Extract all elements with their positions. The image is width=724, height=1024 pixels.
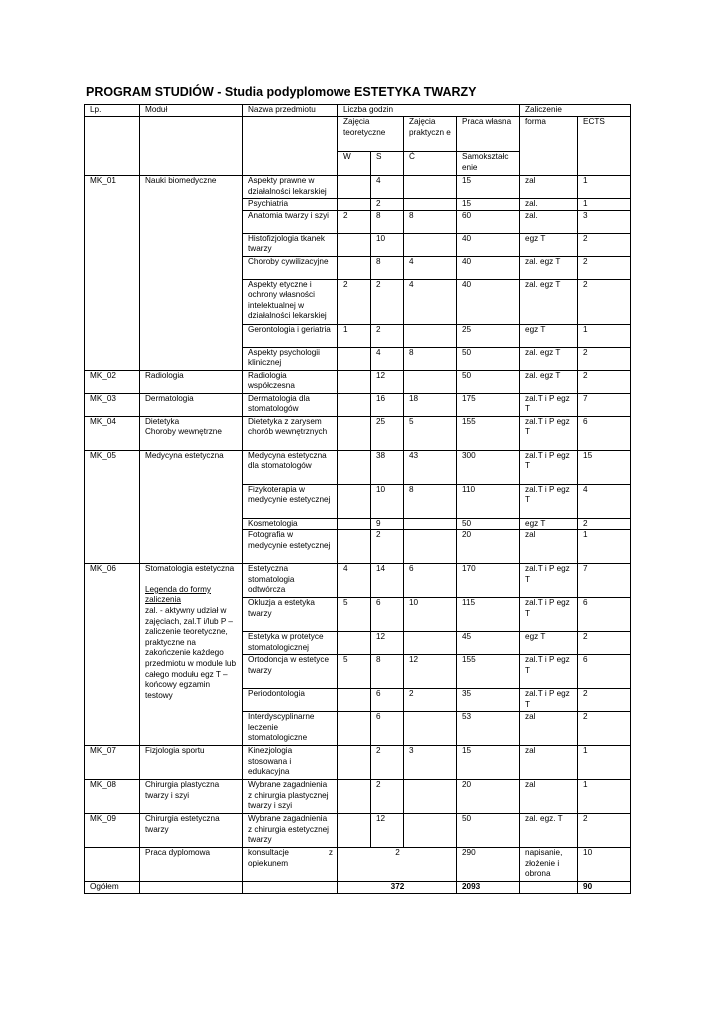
hours-s: 6 <box>371 598 404 632</box>
self-work: 155 <box>457 655 520 689</box>
credit-form: zal. egz T <box>520 370 578 393</box>
hours-c: 8 <box>404 347 457 370</box>
hours-c: 12 <box>404 655 457 689</box>
hours-w: 1 <box>338 324 371 347</box>
self-work: 175 <box>457 393 520 416</box>
ects: 1 <box>578 199 631 211</box>
ects: 1 <box>578 746 631 780</box>
credit-form: zal. <box>520 210 578 233</box>
hours-s: 8 <box>371 256 404 279</box>
module-name-text: Chirurgia estetyczna twarzy <box>145 814 220 834</box>
hours-c <box>404 199 457 211</box>
module-name <box>140 393 243 416</box>
ects: 2 <box>578 370 631 393</box>
credit-form: egz T <box>520 518 578 530</box>
hours-w <box>338 256 371 279</box>
subject-name: Psychiatria <box>243 199 338 211</box>
hours-w <box>338 416 371 450</box>
self-work: 115 <box>457 598 520 632</box>
subject-name: Kosmetologia <box>243 518 338 530</box>
hours-s: 6 <box>371 712 404 746</box>
hours-w <box>338 689 371 712</box>
module-name <box>140 176 243 371</box>
ects: 7 <box>578 393 631 416</box>
credit-form: zal <box>520 530 578 564</box>
credit-form: zal <box>520 746 578 780</box>
credit-form: zal.T i P egz T <box>520 564 578 598</box>
hours-c <box>404 518 457 530</box>
header-lp: Lp. <box>85 105 140 117</box>
table-row <box>85 814 631 848</box>
subject-name: Medycyna estetyczna dla stomatologów <box>243 450 338 484</box>
hours-c <box>404 632 457 655</box>
credit-form: zal. egz T <box>520 256 578 279</box>
subject-name: Choroby cywilizacyjne <box>243 256 338 279</box>
module-code: MK_07 <box>85 746 140 780</box>
header-form: forma <box>520 117 578 176</box>
subject-name: Fotografia w medycynie estetycznej <box>243 530 338 564</box>
self-work: 15 <box>457 199 520 211</box>
subject-name: Aspekty etyczne i ochrony własności intelektualnej w działalności lekarskiej <box>243 279 338 324</box>
ects: 2 <box>578 256 631 279</box>
self-work: 25 <box>457 324 520 347</box>
hours-s: 8 <box>371 210 404 233</box>
ects: 6 <box>578 655 631 689</box>
table-row <box>85 564 631 598</box>
ects: 6 <box>578 598 631 632</box>
hours-w <box>338 518 371 530</box>
header-theory: Zajęcia teoretyczne <box>338 117 404 152</box>
module-name: Praca dyplomowa <box>140 848 243 882</box>
legend-body: zal. - aktywny udział w zajęciach, zal.T i/lub P – zaliczenie teoretyczne, praktyczne na zakończenie każdego przedmiotu w module lub całego modułu egz T – końcowy egzamin testowy <box>145 605 237 700</box>
module-name-text: Radiologia <box>145 370 184 380</box>
module-code <box>85 848 140 882</box>
hours-s: 12 <box>371 632 404 655</box>
hours-c: 10 <box>404 598 457 632</box>
self-work: 110 <box>457 484 520 518</box>
empty-cell <box>520 882 578 894</box>
hours-c <box>404 780 457 814</box>
total-hours: 372 <box>338 882 457 894</box>
subject-name: Wybrane zagadnienia z chirurgia estetycznej twarzy <box>243 814 338 848</box>
hours-s: 4 <box>371 176 404 199</box>
module-name <box>140 814 243 848</box>
ects: 2 <box>578 518 631 530</box>
header-hours: Liczba godzin <box>338 105 520 117</box>
subject-name: Estetyczna stomatologia odtwórcza <box>243 564 338 598</box>
ects: 2 <box>578 814 631 848</box>
hours-s: 25 <box>371 416 404 450</box>
hours-total-thesis: 2 <box>338 848 457 882</box>
header-subject: Nazwa przedmiotu <box>243 105 338 117</box>
ects: 10 <box>578 848 631 882</box>
module-name <box>140 416 243 450</box>
hours-s: 8 <box>371 655 404 689</box>
hours-w <box>338 780 371 814</box>
hours-s: 2 <box>371 324 404 347</box>
module-name-text: Medycyna estetyczna <box>145 450 224 460</box>
credit-form: zal.T i P egz T <box>520 655 578 689</box>
subject-name: Aspekty psychologii klinicznej <box>243 347 338 370</box>
subject-name: Histofizjologia tkanek twarzy <box>243 233 338 256</box>
self-work: 40 <box>457 256 520 279</box>
module-name-text: Nauki biomedyczne <box>145 176 217 185</box>
subject-name: Dermatologia dla stomatologów <box>243 393 338 416</box>
hours-w <box>338 712 371 746</box>
credit-form: zal. <box>520 199 578 211</box>
hours-c <box>404 324 457 347</box>
table-row <box>85 848 631 882</box>
header-practice: Zajęcia praktyczn e <box>404 117 457 152</box>
ects: 1 <box>578 324 631 347</box>
self-work: 50 <box>457 370 520 393</box>
hours-s: 2 <box>371 279 404 324</box>
module-code: MK_05 <box>85 450 140 564</box>
header-self-work: Praca własna <box>457 117 520 152</box>
study-program-table <box>84 104 631 894</box>
hours-w: 2 <box>338 279 371 324</box>
consult-word: konsultacje <box>248 848 289 858</box>
table-row <box>85 176 631 199</box>
hours-s: 12 <box>371 370 404 393</box>
module-name <box>140 450 243 564</box>
ects: 2 <box>578 632 631 655</box>
self-work: 40 <box>457 279 520 324</box>
ects: 1 <box>578 176 631 199</box>
subject-name: Interdyscyplinarne leczenie stomatologiczne <box>243 712 338 746</box>
subject-name: Periodontologia <box>243 689 338 712</box>
subject-name: Estetyka w protetyce stomatologicznej <box>243 632 338 655</box>
self-work: 45 <box>457 632 520 655</box>
self-work: 53 <box>457 712 520 746</box>
ects: 3 <box>578 210 631 233</box>
hours-w <box>338 746 371 780</box>
self-work: 50 <box>457 347 520 370</box>
credit-form: zal.T i P egz T <box>520 484 578 518</box>
table-row <box>85 780 631 814</box>
hours-w <box>338 484 371 518</box>
module-name <box>140 780 243 814</box>
hours-w <box>338 176 371 199</box>
module-code: MK_03 <box>85 393 140 416</box>
total-label: Ogółem <box>85 882 140 894</box>
subject-name: Kinezjologia stosowana i edukacyjna <box>243 746 338 780</box>
ects: 1 <box>578 780 631 814</box>
self-work: 20 <box>457 780 520 814</box>
module-name-text: Stomatologia estetyczna <box>145 564 235 574</box>
table-row <box>85 450 631 484</box>
self-work: 290 <box>457 848 520 882</box>
module-name <box>140 370 243 393</box>
hours-s: 2 <box>371 199 404 211</box>
subject-name: Okluzja a estetyka twarzy <box>243 598 338 632</box>
credit-form: zal.T i P egz T <box>520 416 578 450</box>
self-work: 35 <box>457 689 520 712</box>
hours-c <box>404 176 457 199</box>
hours-s: 16 <box>371 393 404 416</box>
credit-form: zal <box>520 780 578 814</box>
module-code: MK_08 <box>85 780 140 814</box>
hours-s: 10 <box>371 484 404 518</box>
credit-form: zal <box>520 176 578 199</box>
credit-form: egz T <box>520 233 578 256</box>
hours-c <box>404 370 457 393</box>
credit-form: egz T <box>520 632 578 655</box>
hours-s: 4 <box>371 347 404 370</box>
subject-name: Aspekty prawne w działalności lekarskiej <box>243 176 338 199</box>
self-work: 50 <box>457 814 520 848</box>
hours-c: 2 <box>404 689 457 712</box>
ects: 1 <box>578 530 631 564</box>
header-self-study: Samokształc enie <box>457 152 520 176</box>
module-code: MK_04 <box>85 416 140 450</box>
credit-form: zal.T i P egz T <box>520 450 578 484</box>
hours-s: 9 <box>371 518 404 530</box>
hours-w <box>338 814 371 848</box>
hours-c: 6 <box>404 564 457 598</box>
subject-name <box>243 848 338 882</box>
header-c: Ć <box>404 152 457 176</box>
credit-form: zal.T i P egz T <box>520 689 578 712</box>
subject-name: Fizykoterapia w medycynie estetycznej <box>243 484 338 518</box>
hours-w <box>338 233 371 256</box>
hours-c: 4 <box>404 256 457 279</box>
module-name <box>140 564 243 746</box>
credit-form: zal <box>520 712 578 746</box>
total-self-work: 2093 <box>457 882 520 894</box>
consult-word: opiekunem <box>248 858 289 868</box>
total-ects: 90 <box>578 882 631 894</box>
subject-name: Anatomia twarzy i szyi <box>243 210 338 233</box>
ects: 15 <box>578 450 631 484</box>
hours-c <box>404 233 457 256</box>
hours-s: 12 <box>371 814 404 848</box>
hours-w: 4 <box>338 564 371 598</box>
credit-form: zal.T i P egz T <box>520 393 578 416</box>
table-row <box>85 746 631 780</box>
hours-w <box>338 393 371 416</box>
consult-word: z <box>328 848 333 858</box>
hours-c <box>404 530 457 564</box>
self-work: 155 <box>457 416 520 450</box>
hours-c: 43 <box>404 450 457 484</box>
credit-form: zal. egz. T <box>520 814 578 848</box>
total-row <box>85 882 631 894</box>
ects: 2 <box>578 689 631 712</box>
module-name-text: Fizjologia sportu <box>145 746 205 756</box>
credit-form: zal. egz T <box>520 347 578 370</box>
hours-c <box>404 712 457 746</box>
hours-s: 14 <box>371 564 404 598</box>
empty-cell <box>140 882 243 894</box>
module-name <box>140 746 243 780</box>
ects: 2 <box>578 279 631 324</box>
hours-s: 38 <box>371 450 404 484</box>
hours-c: 3 <box>404 746 457 780</box>
hours-w <box>338 347 371 370</box>
subject-name: Gerontologia i geriatria <box>243 324 338 347</box>
hours-c: 8 <box>404 210 457 233</box>
hours-s: 2 <box>371 746 404 780</box>
table-row <box>85 370 631 393</box>
hours-w: 5 <box>338 655 371 689</box>
subject-name: Ortodoncja w estetyce twarzy <box>243 655 338 689</box>
ects: 4 <box>578 484 631 518</box>
hours-c: 4 <box>404 279 457 324</box>
credit-form: zal.T i P egz T <box>520 598 578 632</box>
hours-c <box>404 814 457 848</box>
hours-w: 5 <box>338 598 371 632</box>
self-work: 170 <box>457 564 520 598</box>
hours-s: 2 <box>371 780 404 814</box>
header-w: W <box>338 152 371 176</box>
subject-name: Dietetyka z zarysem chorób wewnętrznych <box>243 416 338 450</box>
page-title: PROGRAM STUDIÓW - Studia podyplomowe ESTETYKA TWARZY <box>86 85 477 99</box>
hours-c: 8 <box>404 484 457 518</box>
module-name-line: Choroby wewnętrzne <box>145 427 222 437</box>
table-row <box>85 416 631 450</box>
hours-c: 5 <box>404 416 457 450</box>
legend-title: Legenda do formy zaliczenia <box>145 584 211 605</box>
subject-name: Radiologia współczesna <box>243 370 338 393</box>
table-row <box>85 393 631 416</box>
self-work: 60 <box>457 210 520 233</box>
module-name-text: Dermatologia <box>145 393 194 403</box>
ects: 6 <box>578 416 631 450</box>
hours-w <box>338 450 371 484</box>
hours-s: 6 <box>371 689 404 712</box>
ects: 2 <box>578 347 631 370</box>
ects: 2 <box>578 712 631 746</box>
empty-cell <box>243 882 338 894</box>
header-module: Moduł <box>140 105 243 117</box>
hours-w <box>338 370 371 393</box>
module-code: MK_01 <box>85 176 140 371</box>
hours-w <box>338 530 371 564</box>
credit-form: egz T <box>520 324 578 347</box>
hours-w: 2 <box>338 210 371 233</box>
self-work: 15 <box>457 746 520 780</box>
module-name-line: Dietetyka <box>145 416 180 426</box>
hours-s: 2 <box>371 530 404 564</box>
header-ects: ECTS <box>578 117 631 176</box>
hours-c: 18 <box>404 393 457 416</box>
credit-form: zal. egz T <box>520 279 578 324</box>
hours-s: 10 <box>371 233 404 256</box>
header-credit: Zaliczenie <box>520 105 631 117</box>
subject-name: Wybrane zagadnienia z chirurgia plastycznej twarzy i szyi <box>243 780 338 814</box>
ects: 2 <box>578 233 631 256</box>
module-code: MK_09 <box>85 814 140 848</box>
self-work: 300 <box>457 450 520 484</box>
credit-form: napisanie, złożenie i obrona <box>520 848 578 882</box>
module-code: MK_02 <box>85 370 140 393</box>
hours-w <box>338 199 371 211</box>
module-code: MK_06 <box>85 564 140 746</box>
self-work: 40 <box>457 233 520 256</box>
module-name-text: Chirurgia plastyczna twarzy i szyi <box>145 780 220 800</box>
header-s: S <box>371 152 404 176</box>
self-work: 20 <box>457 530 520 564</box>
self-work: 50 <box>457 518 520 530</box>
ects: 7 <box>578 564 631 598</box>
self-work: 15 <box>457 176 520 199</box>
hours-w <box>338 632 371 655</box>
